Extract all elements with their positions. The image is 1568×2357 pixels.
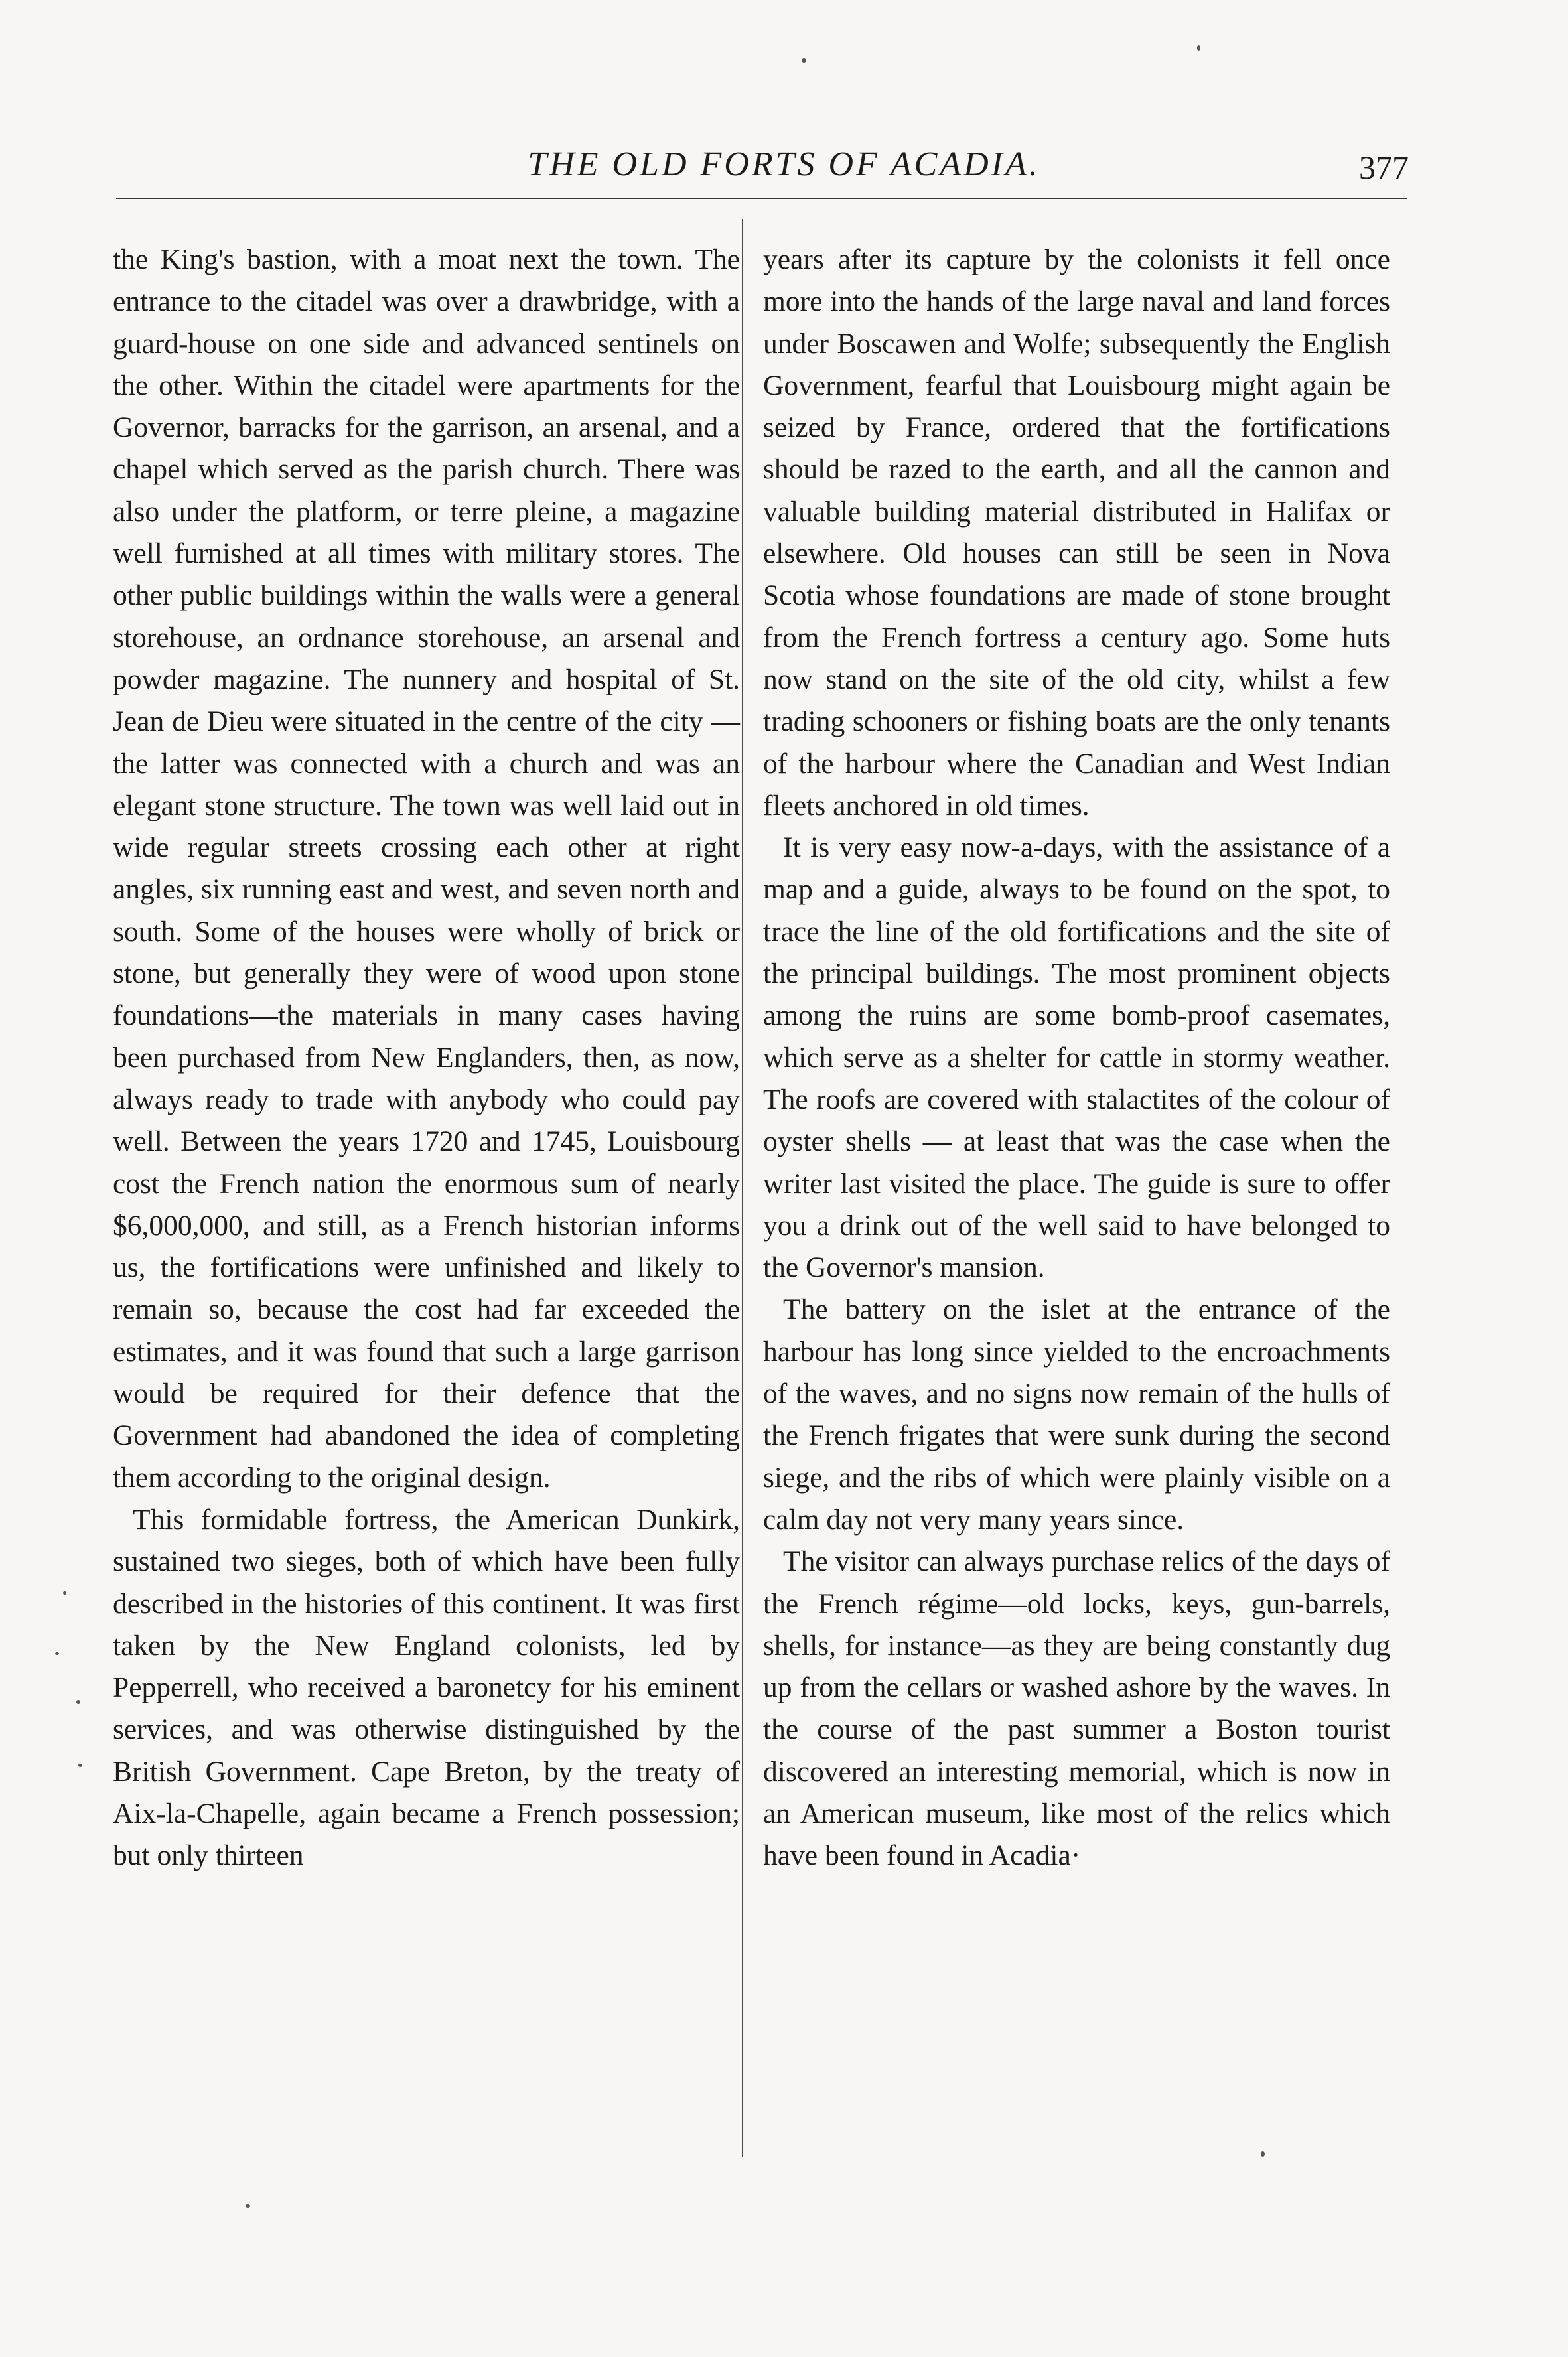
- paragraph: It is very easy now-a-days, with the assistance of a map and a guide, always to be found on the spot, to trace the line of the old fortifications and the site of the principal buildings. The most prominent objects among the ruins are some bomb-proof casemates, which serve as a shelter for cattle in stormy weather. The roofs are covered with stalactites of the colour of oyster shells — at least that was the case when the writer last visited the place. The guide is sure to offer you a drink out of the well said to have belonged to the Governor's mansion.: [763, 831, 1390, 1284]
- scan-speck: [1197, 45, 1200, 51]
- right-column: [763, 239, 1390, 1877]
- left-column: [113, 239, 740, 1877]
- header-rule: [116, 198, 1407, 199]
- scan-speck: [1261, 2151, 1265, 2157]
- scan-speck: [63, 1591, 66, 1595]
- scan-speck: [55, 1652, 59, 1655]
- paragraph: The visitor can always purchase relics of the days of the French régime—old locks, keys, gun-barrels, shells, for instance—as they are being constantly dug up from the cellars or washed ashore by the waves. In the course of the past summer a Boston tourist discovered an interesting memorial, which is now in an American museum, like most of the relics which have been found in Acadia·: [763, 1545, 1390, 1872]
- page-number: 377: [1359, 149, 1409, 186]
- scan-speck: [802, 58, 806, 63]
- scan-speck: [246, 2204, 250, 2208]
- paragraph: This formidable fortress, the American Dunkirk, sustained two sieges, both of which have been fully described in the histories of this continent. It was first taken by the New England colonists, led by Pepperrell, who received a baronetcy for his eminent services, and was otherwise distinguished by the British Government. Cape Breton, by the treaty of Aix-la-Chapelle, again became a French possession; but only thirteen: [113, 1503, 740, 1872]
- scan-speck: [76, 1700, 80, 1704]
- scan-speck: [78, 1764, 82, 1767]
- column-divider: [742, 219, 743, 2157]
- running-title: THE OLD FORTS OF ACADIA.: [528, 145, 1040, 183]
- paragraph: The battery on the islet at the entrance of the harbour has long since yielded to the encroachments of the waves, and no signs now remain of the hulls of the French frigates that were sunk during the second siege, and the ribs of which were plainly visible on a calm day not very many years since.: [763, 1293, 1390, 1536]
- paragraph: years after its capture by the colonists it fell once more into the hands of the large naval and land forces under Boscawen and Wolfe; subsequently the English Government, fearful that Louisbourg might again be seized by France, ordered that the fortifications should be razed to the earth, and all the cannon and valuable building material distributed in Halifax or elsewhere. Old houses can still be seen in Nova Scotia whose foundations are made of stone brought from the French fortress a century ago. Some huts now stand on the site of the old city, whilst a few trading schooners or fishing boats are the only tenants of the harbour where the Canadian and West Indian fleets anchored in old times.: [763, 244, 1390, 821]
- paragraph: the King's bastion, with a moat next the town. The entrance to the citadel was over a drawbridge, with a guard-house on one side and advanced sentinels on the other. Within the citadel were apartments for the Governor, barracks for the garrison, an arsenal, and a chapel which served as the parish church. There was also under the platform, or terre pleine, a magazine well furnished at all times with military stores. The other public buildings within the walls were a general storehouse, an ordnance storehouse, an arsenal and powder magazine. The nunnery and hospital of St. Jean de Dieu were situated in the centre of the city —the latter was connected with a church and was an elegant stone structure. The town was well laid out in wide regular streets crossing each other at right angles, six running east and west, and seven north and south. Some of the houses were wholly of brick or stone, but generally they were of wood upon stone foundations—the materials in many cases having been purchased from New Englanders, then, as now, always ready to trade with anybody who could pay well. Between the years 1720 and 1745, Louisbourg cost the French nation the enormous sum of nearly $6,000,000, and still, as a French historian informs us, the fortifications were unfinished and likely to remain so, because the cost had far exceeded the estimates, and it was found that such a large garrison would be required for their defence that the Government had abandoned the idea of completing them according to the original design.: [113, 244, 740, 1494]
